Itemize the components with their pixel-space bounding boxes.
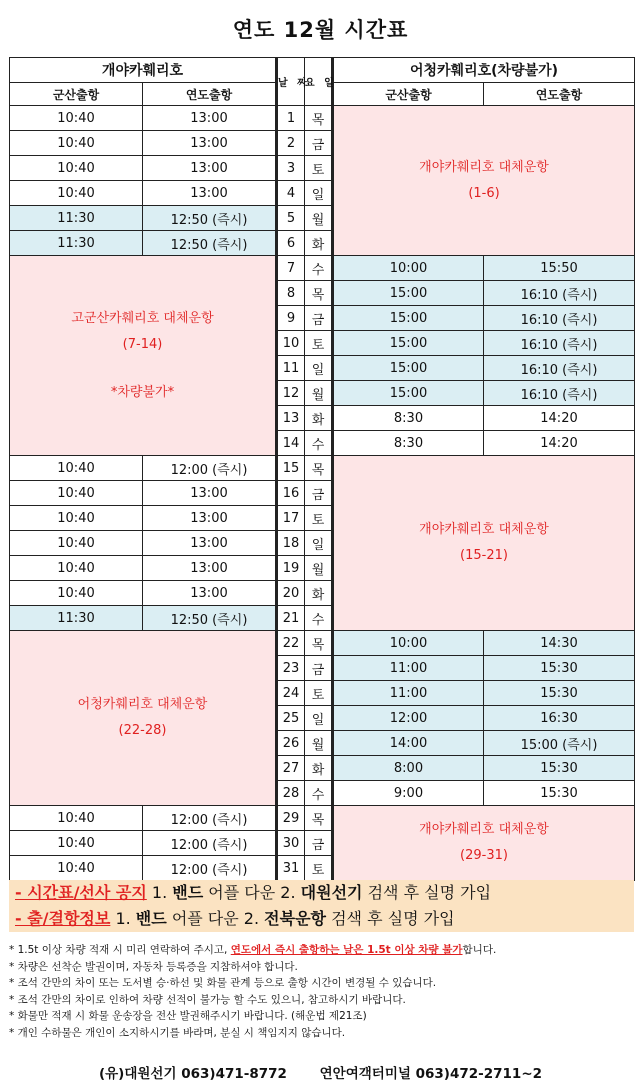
table-row (10, 806, 635, 831)
gunsan-departure: 8:30 (333, 431, 484, 456)
date-cell: 4 (277, 181, 305, 206)
weekday-cell: 일 (305, 706, 333, 731)
weekday-cell: 금 (305, 481, 333, 506)
terminal-phone: 연안여객터미널 063)472-2711~2 (319, 1066, 543, 1082)
yeondo-departure: 14:20 (484, 406, 635, 431)
weekday-cell: 금 (305, 306, 333, 331)
yeondo-departure: 12:50 (즉시) (143, 231, 277, 256)
yeondo-departure: 15:00 (즉시) (484, 731, 635, 756)
date-header: 날 짜 (277, 58, 305, 106)
yeondo-departure: 13:00 (143, 506, 277, 531)
date-cell: 25 (277, 706, 305, 731)
date-cell: 10 (277, 331, 305, 356)
weekday-cell: 월 (305, 556, 333, 581)
footer-contacts (0, 1062, 641, 1082)
replacement-text: 개야카훼리호 대체운항 (419, 522, 549, 537)
notice-label-schedule: - 시간표/선사 공지 (15, 883, 147, 902)
yeondo-departure: 15:30 (484, 656, 635, 681)
yeondo-departure: 15:30 (484, 681, 635, 706)
date-cell: 14 (277, 431, 305, 456)
replacement-text: (7-14) (122, 336, 163, 352)
date-cell: 20 (277, 581, 305, 606)
date-cell: 8 (277, 281, 305, 306)
table-row (10, 631, 635, 656)
yeondo-departure: 12:00 (즉시) (143, 806, 277, 831)
table-row (10, 106, 635, 131)
yeondo-departure: 13:00 (143, 106, 277, 131)
replacement-text: 고군산카훼리호 대체운항 (71, 310, 214, 326)
replacement-text: (1-6) (468, 185, 500, 201)
gunsan-departure: 11:00 (333, 681, 484, 706)
weekday-cell: 토 (305, 506, 333, 531)
weekday-cell: 목 (305, 281, 333, 306)
date-cell: 27 (277, 756, 305, 781)
date-cell: 13 (277, 406, 305, 431)
date-cell: 26 (277, 731, 305, 756)
date-cell: 18 (277, 531, 305, 556)
date-cell: 30 (277, 831, 305, 856)
date-cell: 9 (277, 306, 305, 331)
gunsan-departure: 15:00 (333, 281, 484, 306)
right-yeondo-header: 연도출항 (484, 83, 635, 106)
gunsan-departure: 10:40 (10, 556, 143, 581)
yeondo-departure: 16:10 (즉시) (484, 381, 635, 406)
gunsan-departure: 10:40 (10, 481, 143, 506)
gunsan-departure: 15:00 (333, 381, 484, 406)
left-yeondo-header: 연도출항 (143, 83, 277, 106)
replacement-text: 어청카훼리호 대체운항 (77, 697, 208, 712)
date-cell: 24 (277, 681, 305, 706)
right-gunsan-header: 군산출항 (333, 83, 484, 106)
replacement-text: 개야카훼리호 대체운항 (419, 822, 549, 837)
gunsan-departure: 11:00 (333, 656, 484, 681)
notes-list (9, 942, 634, 1041)
weekday-cell: 월 (305, 206, 333, 231)
replacement-text: (15-21) (460, 548, 508, 563)
gunsan-departure: 8:30 (333, 406, 484, 431)
weekday-cell: 목 (305, 456, 333, 481)
gunsan-departure: 11:30 (10, 231, 143, 256)
weekday-cell: 수 (305, 606, 333, 631)
note-item: * 개인 수하물은 개인이 소지하시기를 바라며, 분실 시 책임지지 않습니다. (9, 1026, 346, 1039)
note-item: * 조석 간만의 차이로 인하여 차량 선적이 불가능 할 수도 있으니, 참고하시기 바랍니다. (9, 993, 406, 1006)
yeondo-departure: 15:50 (484, 256, 635, 281)
date-cell: 1 (277, 106, 305, 131)
weekday-cell: 화 (305, 581, 333, 606)
notice-line-1: - 시간표/선사 공지 1. 밴드 어플 다운 2. 대원선기 검색 후 실명 가입 (15, 883, 492, 902)
gunsan-departure: 10:40 (10, 106, 143, 131)
yeondo-departure: 16:30 (484, 706, 635, 731)
replacement-text: 개야카훼리호 대체운항 (419, 159, 549, 175)
date-cell: 12 (277, 381, 305, 406)
date-cell: 7 (277, 256, 305, 281)
gunsan-departure: 15:00 (333, 331, 484, 356)
weekday-cell: 일 (305, 531, 333, 556)
yeondo-departure: 12:00 (즉시) (143, 831, 277, 856)
date-cell: 11 (277, 356, 305, 381)
gunsan-departure: 8:00 (333, 756, 484, 781)
vehicle-warning: 연도에서 즉시 출항하는 날은 1.5t 이상 차량 불가 (230, 944, 463, 956)
gunsan-departure: 10:40 (10, 581, 143, 606)
weekday-cell: 수 (305, 781, 333, 806)
gunsan-departure: 11:30 (10, 606, 143, 631)
left-gunsan-header: 군산출항 (10, 83, 143, 106)
search-term: 전북운항 (264, 909, 326, 928)
replacement-service-block (333, 106, 635, 256)
date-cell: 23 (277, 656, 305, 681)
weekday-cell: 토 (305, 681, 333, 706)
yeondo-departure: 13:00 (143, 531, 277, 556)
weekday-cell: 화 (305, 406, 333, 431)
weekday-cell: 목 (305, 106, 333, 131)
weekday-cell: 토 (305, 856, 333, 881)
replacement-service-block (10, 631, 277, 806)
weekday-cell: 화 (305, 756, 333, 781)
company-phone: (유)대원선기 063)471-8772 (98, 1066, 287, 1082)
yeondo-departure: 13:00 (143, 556, 277, 581)
replacement-text: (22-28) (118, 723, 167, 738)
app-name: 밴드 (135, 909, 167, 928)
replacement-service-block (333, 456, 635, 631)
gunsan-departure: 10:40 (10, 856, 143, 881)
yeondo-departure: 12:00 (즉시) (143, 856, 277, 881)
weekday-cell: 수 (305, 256, 333, 281)
note-item: * 조석 간만의 차이 또는 도서별 승·하선 및 화물 관계 등으로 출항 시간이 변경될 수 있습니다. (9, 977, 437, 989)
weekday-cell: 목 (305, 631, 333, 656)
weekday-cell: 월 (305, 731, 333, 756)
yeondo-departure: 16:10 (즉시) (484, 331, 635, 356)
yeondo-departure: 16:10 (즉시) (484, 281, 635, 306)
yeondo-departure: 13:00 (143, 131, 277, 156)
app-name: 밴드 (172, 883, 204, 902)
gunsan-departure: 15:00 (333, 356, 484, 381)
yeondo-departure: 13:00 (143, 581, 277, 606)
yeondo-departure: 16:10 (즉시) (484, 356, 635, 381)
date-cell: 19 (277, 556, 305, 581)
table-row (10, 256, 635, 281)
table-row (10, 456, 635, 481)
dow-header: 요 일 (305, 58, 333, 106)
replacement-service-block (333, 806, 635, 881)
yeondo-departure: 16:10 (즉시) (484, 306, 635, 331)
gunsan-departure: 10:40 (10, 181, 143, 206)
note-item: * 1.5t 이상 차량 적재 시 미리 연락하여 주시고, 연도에서 즉시 출항하는 날은 1.5t 이상 차량 불가합니다. (9, 944, 497, 956)
date-cell: 22 (277, 631, 305, 656)
yeondo-departure: 15:30 (484, 756, 635, 781)
yeondo-departure: 12:50 (즉시) (143, 206, 277, 231)
gunsan-departure: 10:00 (333, 256, 484, 281)
date-cell: 31 (277, 856, 305, 881)
yeondo-departure: 13:00 (143, 156, 277, 181)
left-ferry-header: 개야카훼리호 (10, 58, 277, 83)
yeondo-departure: 13:00 (143, 181, 277, 206)
timetable (9, 57, 635, 881)
gunsan-departure: 11:30 (10, 206, 143, 231)
gunsan-departure: 14:00 (333, 731, 484, 756)
gunsan-departure: 10:40 (10, 506, 143, 531)
weekday-cell: 금 (305, 131, 333, 156)
yeondo-departure: 13:00 (143, 481, 277, 506)
notice-box (9, 880, 634, 932)
yeondo-departure: 15:30 (484, 781, 635, 806)
note-item: * 차량은 선착순 발권이며, 자동차 등록증을 지참하셔야 합니다. (9, 960, 298, 973)
weekday-cell: 금 (305, 656, 333, 681)
date-cell: 16 (277, 481, 305, 506)
replacement-text: *차량불가* (110, 384, 175, 400)
date-cell: 15 (277, 456, 305, 481)
date-cell: 3 (277, 156, 305, 181)
weekday-cell: 토 (305, 331, 333, 356)
weekday-cell: 일 (305, 356, 333, 381)
page-title: 연도 12월 시간표 (232, 18, 409, 42)
date-cell: 2 (277, 131, 305, 156)
gunsan-departure: 9:00 (333, 781, 484, 806)
yeondo-departure: 12:50 (즉시) (143, 606, 277, 631)
weekday-cell: 일 (305, 181, 333, 206)
yeondo-departure: 14:30 (484, 631, 635, 656)
weekday-cell: 토 (305, 156, 333, 181)
date-cell: 5 (277, 206, 305, 231)
replacement-text: (29-31) (460, 848, 508, 863)
gunsan-departure: 10:40 (10, 531, 143, 556)
gunsan-departure: 10:40 (10, 131, 143, 156)
right-ferry-header: 어청카훼리호(차량불가) (333, 58, 635, 83)
gunsan-departure: 15:00 (333, 306, 484, 331)
notice-label-info: - 출/결항정보 (15, 909, 111, 928)
replacement-service-block (10, 256, 277, 456)
weekday-cell: 목 (305, 806, 333, 831)
weekday-cell: 금 (305, 831, 333, 856)
date-cell: 17 (277, 506, 305, 531)
note-item: * 화물만 적재 시 화물 운송장을 전산 발권해주시기 바랍니다. (해운법 제21조) (9, 1010, 367, 1022)
gunsan-departure: 10:40 (10, 156, 143, 181)
gunsan-departure: 10:40 (10, 831, 143, 856)
weekday-cell: 화 (305, 231, 333, 256)
date-cell: 28 (277, 781, 305, 806)
gunsan-departure: 10:40 (10, 456, 143, 481)
yeondo-departure: 12:00 (즉시) (143, 456, 277, 481)
gunsan-departure: 10:40 (10, 806, 143, 831)
weekday-cell: 수 (305, 431, 333, 456)
date-cell: 21 (277, 606, 305, 631)
gunsan-departure: 12:00 (333, 706, 484, 731)
yeondo-departure: 14:20 (484, 431, 635, 456)
gunsan-departure: 10:00 (333, 631, 484, 656)
date-cell: 6 (277, 231, 305, 256)
notice-line-2: - 출/결항정보 1. 밴드 어플 다운 2. 전북운항 검색 후 실명 가입 (15, 909, 455, 928)
search-term: 대원선기 (300, 883, 363, 902)
weekday-cell: 월 (305, 381, 333, 406)
date-cell: 29 (277, 806, 305, 831)
